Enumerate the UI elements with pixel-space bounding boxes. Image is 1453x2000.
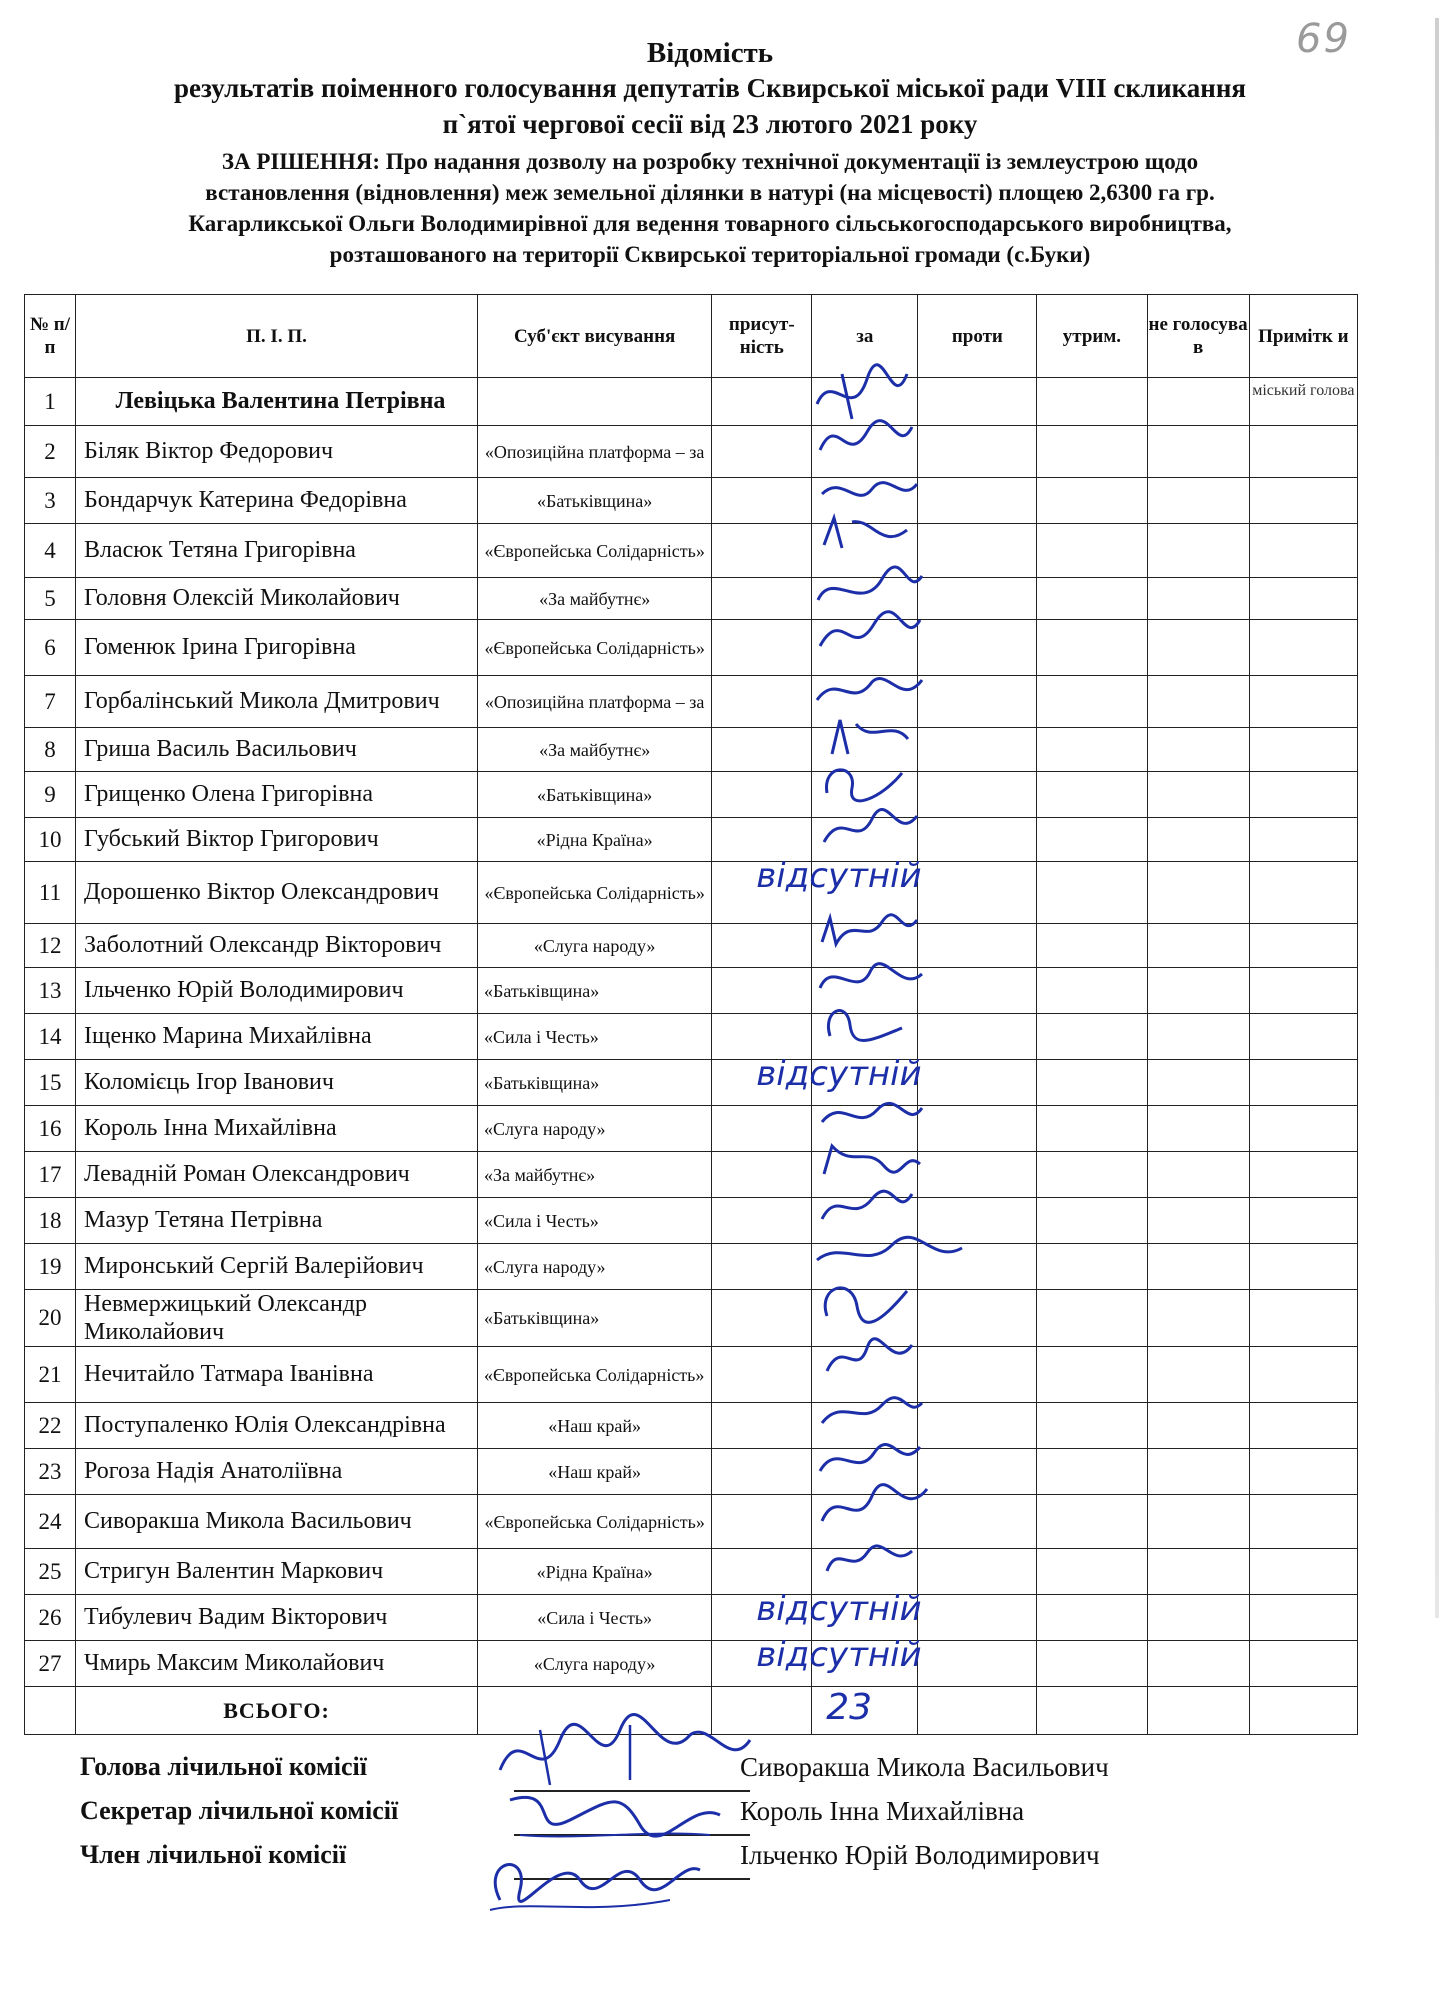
- not-voting-cell: [1147, 676, 1249, 728]
- deputy-signature: [812, 510, 942, 570]
- deputy-name: Нечитайло Татмара Іванівна: [76, 1347, 478, 1403]
- row-number: 23: [25, 1449, 76, 1495]
- member-role: Член лічильної комісії: [80, 1840, 347, 1869]
- note-cell: [1249, 1549, 1357, 1595]
- note-cell: [1249, 1403, 1357, 1449]
- row-number: 5: [25, 578, 76, 620]
- note-cell: [1249, 772, 1357, 818]
- note-cell: [1249, 524, 1357, 578]
- table-row: [25, 1495, 1358, 1549]
- not-voting-cell: [1147, 1060, 1249, 1106]
- deputy-name: Чмирь Максим Миколайович: [76, 1641, 478, 1687]
- present-cell: [712, 676, 812, 728]
- vote-abstain-cell: [1037, 378, 1147, 426]
- row-number: 19: [25, 1244, 76, 1290]
- table-row: [25, 1641, 1358, 1687]
- note-cell: [1249, 968, 1357, 1014]
- note-cell: [1249, 1244, 1357, 1290]
- deputy-name: Стригун Валентин Маркович: [76, 1549, 478, 1595]
- member-signature: [470, 1830, 710, 1920]
- vote-abstain-cell: [1037, 1449, 1147, 1495]
- present-cell: [712, 924, 812, 968]
- row-number: 22: [25, 1403, 76, 1449]
- present-cell: [712, 1403, 812, 1449]
- deputy-signature: [812, 804, 942, 864]
- vote-abstain-cell: [1037, 478, 1147, 524]
- row-number: 27: [25, 1641, 76, 1687]
- vote-abstain-cell: [1037, 862, 1147, 924]
- nominating-party: «Рідна Країна»: [477, 818, 711, 862]
- document-title: Відомість: [646, 37, 774, 69]
- vote-abstain-cell: [1037, 1014, 1147, 1060]
- vote-for-cell: [756, 1635, 922, 1687]
- table-row: [25, 772, 1358, 818]
- deputy-signature: [812, 1481, 942, 1541]
- row-number: 13: [25, 968, 76, 1014]
- present-cell: [712, 968, 812, 1014]
- nominating-party: «Батьківщина»: [477, 772, 711, 818]
- vote-abstain-cell: [1037, 620, 1147, 676]
- deputy-name: Заболотний Олександр Вікторович: [76, 924, 478, 968]
- deputy-signature: [812, 1333, 942, 1393]
- table-row: [25, 1244, 1358, 1290]
- vote-abstain-cell: [1037, 1290, 1147, 1347]
- deputy-name: Ільченко Юрій Володимирович: [76, 968, 478, 1014]
- vote-abstain-cell: [1037, 1549, 1147, 1595]
- note-cell: [1249, 862, 1357, 924]
- table-row: [25, 1060, 1358, 1106]
- note-cell: [1249, 1106, 1357, 1152]
- vote-abstain-cell: [1037, 676, 1147, 728]
- deputy-name: Тибулевич Вадим Вікторович: [76, 1595, 478, 1641]
- not-voting-cell: [1147, 924, 1249, 968]
- table-row: [25, 1347, 1358, 1403]
- nominating-party: «Сила і Честь»: [477, 1198, 711, 1244]
- row-number: 8: [25, 728, 76, 772]
- present-cell: [712, 818, 812, 862]
- present-cell: [712, 1549, 812, 1595]
- vote-abstain-cell: [1037, 1198, 1147, 1244]
- present-cell: [712, 1152, 812, 1198]
- decision-line1: ЗА РІШЕННЯ: Про надання дозволу на розробку технічної документації із землеустрою щодо: [221, 149, 1199, 174]
- total-label: ВСЬОГО:: [76, 1687, 478, 1735]
- not-voting-cell: [1147, 426, 1249, 478]
- deputy-name: Власюк Тетяна Григорівна: [76, 524, 478, 578]
- scan-edge-line: [1435, 18, 1439, 1618]
- nominating-party: «За майбутнє»: [477, 728, 711, 772]
- vote-abstain-cell: [1037, 1106, 1147, 1152]
- vote-for-cell: [812, 1014, 918, 1060]
- secretary-role: Секретар лічильної комісії: [80, 1796, 399, 1825]
- not-voting-cell: [1147, 524, 1249, 578]
- present-cell: [712, 1449, 812, 1495]
- not-voting-cell: [1147, 378, 1249, 426]
- deputy-name: Горбалінський Микола Дмитрович: [76, 676, 478, 728]
- nominating-party: «Батьківщина»: [477, 1060, 711, 1106]
- present-cell: [712, 1495, 812, 1549]
- not-voting-cell: [1147, 1152, 1249, 1198]
- nominating-party: [477, 378, 711, 426]
- nominating-party: «Опозиційна платформа – за: [477, 426, 711, 478]
- deputy-signature: [812, 412, 942, 472]
- note-cell: [1249, 818, 1357, 862]
- row-number: 9: [25, 772, 76, 818]
- vote-table: [24, 294, 1358, 1735]
- nominating-party: «Наш край»: [477, 1449, 711, 1495]
- present-cell: [712, 728, 812, 772]
- vote-against-cell: [918, 1641, 1037, 1687]
- nominating-party: «Сила і Честь»: [477, 1595, 711, 1641]
- absent-mark: відсутній: [756, 856, 922, 896]
- not-voting-cell: [1147, 968, 1249, 1014]
- present-cell: [712, 1347, 812, 1403]
- not-voting-cell: [1147, 1244, 1249, 1290]
- deputy-name: Коломієць Ігор Іванович: [76, 1060, 478, 1106]
- col-header-num: № п/п: [25, 295, 76, 378]
- nominating-party: «Батьківщина»: [477, 478, 711, 524]
- present-cell: [712, 578, 812, 620]
- deputy-name: Біляк Віктор Федорович: [76, 426, 478, 478]
- nominating-party: «За майбутнє»: [477, 578, 711, 620]
- deputy-name: Гоменюк Ірина Григорівна: [76, 620, 478, 676]
- row-number: 15: [25, 1060, 76, 1106]
- secretary-name: Король Інна Михайлівна: [740, 1796, 1025, 1826]
- vote-abstain-cell: [1037, 924, 1147, 968]
- table-row: [25, 862, 1358, 924]
- table-row: [25, 1152, 1358, 1198]
- row-number: 21: [25, 1347, 76, 1403]
- table-row: [25, 1449, 1358, 1495]
- table-row: [25, 728, 1358, 772]
- not-voting-cell: [1147, 1549, 1249, 1595]
- decision-line4: розташованого на території Сквирської територіальної громади (с.Буки): [329, 242, 1091, 267]
- table-row: [25, 968, 1358, 1014]
- vote-abstain-cell: [1037, 1152, 1147, 1198]
- not-voting-cell: [1147, 1347, 1249, 1403]
- vote-abstain-cell: [1037, 818, 1147, 862]
- row-number: 12: [25, 924, 76, 968]
- deputy-name: Губський Віктор Григорович: [76, 818, 478, 862]
- not-voting-cell: [1147, 1106, 1249, 1152]
- table-row: [25, 1198, 1358, 1244]
- present-cell: [712, 1244, 812, 1290]
- note-cell: [1249, 1449, 1357, 1495]
- not-voting-cell: [1147, 728, 1249, 772]
- total-for-cell: [812, 1687, 918, 1735]
- deputy-name: Король Інна Михайлівна: [76, 1106, 478, 1152]
- table-row: [25, 1549, 1358, 1595]
- vote-for-cell: [756, 1589, 922, 1641]
- note-cell: [1249, 924, 1357, 968]
- nominating-party: «Слуга народу»: [477, 924, 711, 968]
- table-header-row: [25, 295, 1358, 378]
- deputy-name: Миронський Сергій Валерійович: [76, 1244, 478, 1290]
- deputy-name: Левіцька Валентина Петрівна: [76, 378, 478, 426]
- absent-mark: відсутній: [756, 1589, 922, 1629]
- vote-abstain-cell: [1037, 578, 1147, 620]
- absent-mark: відсутній: [756, 1635, 922, 1675]
- table-row: [25, 1290, 1358, 1347]
- nominating-party: «Наш край»: [477, 1403, 711, 1449]
- nominating-party: «Слуга народу»: [477, 1106, 711, 1152]
- row-number: 25: [25, 1549, 76, 1595]
- table-row: [25, 924, 1358, 968]
- present-cell: [712, 426, 812, 478]
- decision-text: [60, 146, 1360, 270]
- note-cell: [1249, 1152, 1357, 1198]
- nominating-party: «Європейська Солідарність»: [477, 620, 711, 676]
- row-number: 4: [25, 524, 76, 578]
- deputy-signature: [812, 1535, 942, 1595]
- vote-for-cell: [812, 818, 918, 862]
- note-cell: [1249, 1290, 1357, 1347]
- vote-against-cell: [918, 1595, 1037, 1641]
- present-cell: [712, 1290, 812, 1347]
- nominating-party: «Рідна Країна»: [477, 1549, 711, 1595]
- vote-abstain-cell: [1037, 426, 1147, 478]
- document-subtitle-line2: п`ятої чергової сесії від 23 лютого 2021 року: [442, 109, 978, 139]
- col-header-against: проти: [918, 295, 1037, 378]
- row-number: 20: [25, 1290, 76, 1347]
- member-name: Ільченко Юрій Володимирович: [740, 1840, 1100, 1870]
- col-header-present: присут-ність: [712, 295, 812, 378]
- note-cell: міський голова: [1249, 378, 1357, 426]
- table-row: [25, 1403, 1358, 1449]
- table-row: [25, 676, 1358, 728]
- commission-signatures: [0, 1740, 1453, 1880]
- table-row: [25, 1106, 1358, 1152]
- table-row: [25, 578, 1358, 620]
- vote-abstain-cell: [1037, 968, 1147, 1014]
- deputy-name: Головня Олексій Миколайович: [76, 578, 478, 620]
- note-cell: [1249, 728, 1357, 772]
- deputy-name: Левадній Роман Олександрович: [76, 1152, 478, 1198]
- deputy-name: Грищенко Олена Григорівна: [76, 772, 478, 818]
- note-cell: [1249, 1641, 1357, 1687]
- not-voting-cell: [1147, 1403, 1249, 1449]
- table-row: [25, 1595, 1358, 1641]
- vote-abstain-cell: [1037, 1060, 1147, 1106]
- table-row: [25, 818, 1358, 862]
- nominating-party: «Сила і Честь»: [477, 1014, 711, 1060]
- col-header-not-voting: не голосува в: [1147, 295, 1249, 378]
- table-row: [25, 620, 1358, 676]
- row-number: 16: [25, 1106, 76, 1152]
- note-cell: [1249, 1198, 1357, 1244]
- page-number: 69: [1296, 16, 1351, 62]
- table-row: [25, 426, 1358, 478]
- present-cell: [712, 1198, 812, 1244]
- vote-abstain-cell: [1037, 728, 1147, 772]
- present-cell: [712, 772, 812, 818]
- note-cell: [1249, 1014, 1357, 1060]
- nominating-party: «За майбутнє»: [477, 1152, 711, 1198]
- deputy-signature: [812, 606, 942, 666]
- nominating-party: «Опозиційна платформа – за: [477, 676, 711, 728]
- deputy-name: Дорошенко Віктор Олександрович: [76, 862, 478, 924]
- deputy-signature: [812, 1276, 942, 1336]
- not-voting-cell: [1147, 1595, 1249, 1641]
- note-cell: [1249, 1347, 1357, 1403]
- deputy-name: Поступаленко Юлія Олександрівна: [76, 1403, 478, 1449]
- table-row: [25, 378, 1358, 426]
- present-cell: [712, 620, 812, 676]
- total-for-value: 23: [826, 1687, 873, 1728]
- col-header-party: Суб'єкт висування: [477, 295, 711, 378]
- nominating-party: «Слуга народу»: [477, 1641, 711, 1687]
- table-row: [25, 1014, 1358, 1060]
- deputy-signature: [812, 662, 942, 722]
- deputy-name: Сиворакша Микола Васильович: [76, 1495, 478, 1549]
- not-voting-cell: [1147, 1641, 1249, 1687]
- not-voting-cell: [1147, 772, 1249, 818]
- row-number: 26: [25, 1595, 76, 1641]
- chair-name: Сиворакша Микола Васильович: [740, 1752, 1109, 1782]
- document-header: [60, 36, 1360, 270]
- col-header-for: за: [812, 295, 918, 378]
- present-cell: [712, 1106, 812, 1152]
- deputy-name: Рогоза Надія Анатоліївна: [76, 1449, 478, 1495]
- vote-abstain-cell: [1037, 1641, 1147, 1687]
- present-cell: [712, 378, 812, 426]
- note-cell: [1249, 1060, 1357, 1106]
- decision-line3: Кагарликської Ольги Володимирівної для ведення товарного сільськогосподарського виробництва,: [188, 211, 1232, 236]
- row-number: 10: [25, 818, 76, 862]
- row-number: 2: [25, 426, 76, 478]
- note-cell: [1249, 478, 1357, 524]
- vote-abstain-cell: [1037, 772, 1147, 818]
- not-voting-cell: [1147, 478, 1249, 524]
- not-voting-cell: [1147, 578, 1249, 620]
- nominating-party: «Європейська Солідарність»: [477, 862, 711, 924]
- note-cell: [1249, 676, 1357, 728]
- vote-abstain-cell: [1037, 1244, 1147, 1290]
- vote-for-cell: [812, 1549, 918, 1595]
- note-cell: [1249, 620, 1357, 676]
- not-voting-cell: [1147, 1495, 1249, 1549]
- not-voting-cell: [1147, 1198, 1249, 1244]
- nominating-party: «Слуга народу»: [477, 1244, 711, 1290]
- row-number: 7: [25, 676, 76, 728]
- not-voting-cell: [1147, 1014, 1249, 1060]
- vote-abstain-cell: [1037, 1595, 1147, 1641]
- nominating-party: «Батьківщина»: [477, 968, 711, 1014]
- vote-abstain-cell: [1037, 1347, 1147, 1403]
- note-cell: [1249, 578, 1357, 620]
- decision-line2: встановлення (відновлення) меж земельної ділянки в натурі (на місцевості) площею 2,6300 га гр.: [205, 180, 1215, 205]
- vote-abstain-cell: [1037, 1495, 1147, 1549]
- not-voting-cell: [1147, 1290, 1249, 1347]
- row-number: 18: [25, 1198, 76, 1244]
- col-header-abstain: утрим.: [1037, 295, 1147, 378]
- row-number: 3: [25, 478, 76, 524]
- not-voting-cell: [1147, 862, 1249, 924]
- nominating-party: «Європейська Солідарність»: [477, 524, 711, 578]
- row-number: 24: [25, 1495, 76, 1549]
- table-row: [25, 478, 1358, 524]
- present-cell: [712, 478, 812, 524]
- note-cell: [1249, 1495, 1357, 1549]
- deputy-name: Гриша Василь Васильович: [76, 728, 478, 772]
- chair-role: Голова лічильної комісії: [80, 1752, 367, 1781]
- row-number: 14: [25, 1014, 76, 1060]
- row-number: 17: [25, 1152, 76, 1198]
- nominating-party: «Європейська Солідарність»: [477, 1347, 711, 1403]
- document-subtitle-line1: результатів поіменного голосування депутатів Сквирської міської ради VIII скликання: [173, 73, 1247, 103]
- absent-mark: відсутній: [756, 1054, 922, 1094]
- vote-abstain-cell: [1037, 524, 1147, 578]
- row-number: 1: [25, 378, 76, 426]
- col-header-name: П. І. П.: [76, 295, 478, 378]
- vote-abstain-cell: [1037, 1403, 1147, 1449]
- not-voting-cell: [1147, 620, 1249, 676]
- nominating-party: «Європейська Солідарність»: [477, 1495, 711, 1549]
- nominating-party: «Батьківщина»: [477, 1290, 711, 1347]
- row-number: 11: [25, 862, 76, 924]
- deputy-name: Іщенко Марина Михайлівна: [76, 1014, 478, 1060]
- not-voting-cell: [1147, 1449, 1249, 1495]
- table-row: [25, 524, 1358, 578]
- not-voting-cell: [1147, 818, 1249, 862]
- col-header-note: Примітк и: [1249, 295, 1357, 378]
- deputy-signature: [812, 1000, 942, 1060]
- row-number: 6: [25, 620, 76, 676]
- present-cell: [712, 524, 812, 578]
- note-cell: [1249, 1595, 1357, 1641]
- deputy-name: Невмержицький Олександр Миколайович: [76, 1290, 478, 1347]
- present-cell: [712, 1014, 812, 1060]
- note-cell: [1249, 426, 1357, 478]
- deputy-name: Бондарчук Катерина Федорівна: [76, 478, 478, 524]
- deputy-name: Мазур Тетяна Петрівна: [76, 1198, 478, 1244]
